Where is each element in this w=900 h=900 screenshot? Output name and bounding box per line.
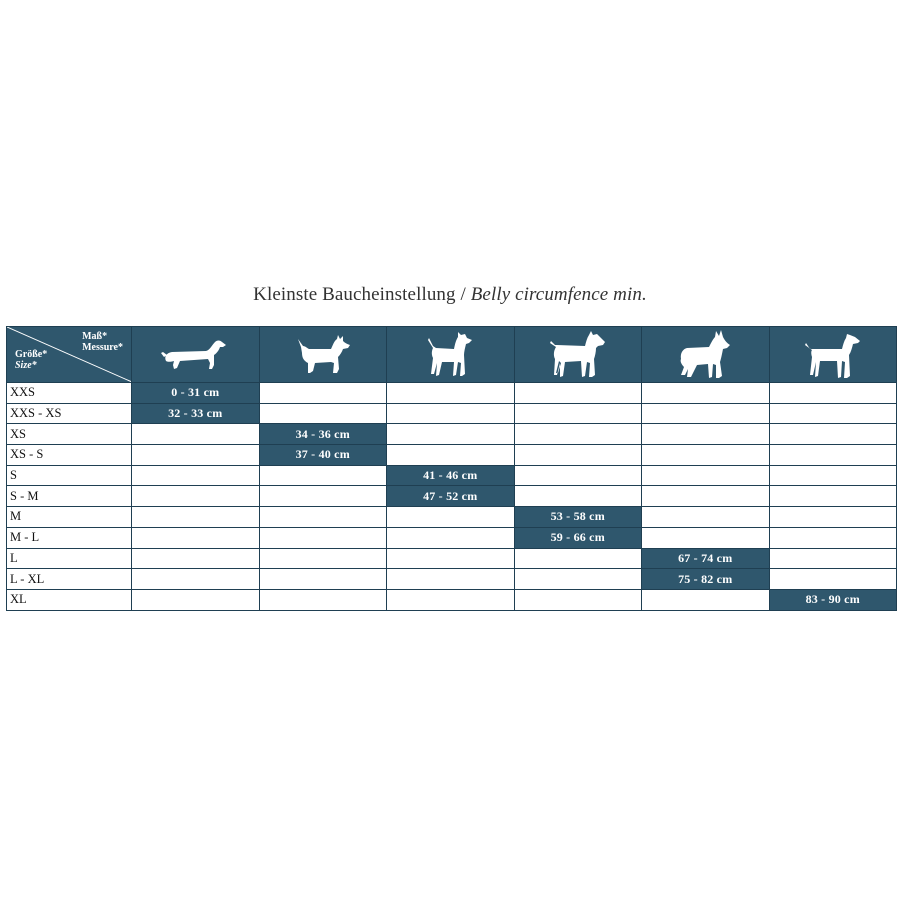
empty-cell [132,445,260,466]
empty-cell [387,507,515,528]
empty-cell [769,403,897,424]
measurement-cell: 41 - 46 cm [387,465,515,486]
measurement-cell: 34 - 36 cm [259,424,387,445]
empty-cell [769,527,897,548]
empty-cell [387,383,515,404]
table-row [7,383,897,404]
empty-cell [259,569,387,590]
empty-cell [387,548,515,569]
empty-cell [387,403,515,424]
table-row [7,507,897,528]
measurement-cell: 32 - 33 cm [132,403,260,424]
measure-label [82,331,123,353]
size-cell: M - L [7,527,132,548]
size-label [15,349,47,371]
size-cell: XS - S [7,445,132,466]
title-german: Kleinste Baucheinstellung / [253,284,466,305]
empty-cell [132,465,260,486]
measurement-cell: 37 - 40 cm [259,445,387,466]
empty-cell [514,403,642,424]
measurement-cell: 47 - 52 cm [387,486,515,507]
table-row [7,445,897,466]
size-cell: XXS [7,383,132,404]
dog-column-1 [132,327,260,383]
table-row [7,527,897,548]
empty-cell [132,507,260,528]
measurement-cell: 59 - 66 cm [514,527,642,548]
empty-cell [259,507,387,528]
empty-cell [514,383,642,404]
empty-cell [132,589,260,610]
measurement-cell: 67 - 74 cm [642,548,770,569]
empty-cell [642,486,770,507]
empty-cell [132,548,260,569]
empty-cell [769,383,897,404]
size-cell: XXS - XS [7,403,132,424]
empty-cell [387,569,515,590]
dachshund-icon [160,335,230,375]
empty-cell [769,486,897,507]
size-cell: L - XL [7,569,132,590]
table-row [7,465,897,486]
empty-cell [259,527,387,548]
empty-cell [769,424,897,445]
great-dane-icon [802,329,864,381]
empty-cell [514,486,642,507]
size-cell: XS [7,424,132,445]
empty-cell [259,465,387,486]
table-row [7,486,897,507]
empty-cell [259,383,387,404]
table-row [7,403,897,424]
empty-cell [387,527,515,548]
empty-cell [514,589,642,610]
empty-cell [769,569,897,590]
dog-column-5 [642,327,770,383]
empty-cell [514,465,642,486]
header-row [7,327,897,383]
empty-cell [642,403,770,424]
empty-cell [259,486,387,507]
terrier-icon [293,333,353,377]
empty-cell [642,507,770,528]
measurement-cell: 83 - 90 cm [769,589,897,610]
empty-cell [642,527,770,548]
dog-column-6 [769,327,897,383]
empty-cell [642,445,770,466]
empty-cell [132,569,260,590]
measurement-cell: 53 - 58 cm [514,507,642,528]
empty-cell [769,548,897,569]
empty-cell [259,548,387,569]
size-cell: M [7,507,132,528]
table-row [7,548,897,569]
empty-cell [514,548,642,569]
size-cell: L [7,548,132,569]
corner-header [7,327,132,383]
empty-cell [769,507,897,528]
dog-column-4 [514,327,642,383]
dog-column-3 [387,327,515,383]
empty-cell [387,424,515,445]
chart-title [0,284,900,306]
empty-cell [259,589,387,610]
measure-label-en: Messure* [82,342,123,353]
size-cell: S [7,465,132,486]
table-row [7,589,897,610]
schnauzer-icon [547,329,609,381]
table-row [7,569,897,590]
empty-cell [132,527,260,548]
empty-cell [642,424,770,445]
empty-cell [132,424,260,445]
table-row [7,424,897,445]
empty-cell [642,465,770,486]
shepherd-icon [675,329,735,381]
empty-cell [769,465,897,486]
size-cell: XL [7,589,132,610]
empty-cell [514,569,642,590]
empty-cell [642,589,770,610]
size-table [6,326,897,611]
empty-cell [769,445,897,466]
empty-cell [514,424,642,445]
measure-label-de: Maß* [82,331,108,342]
title-english: Belly circumfence min. [470,284,647,305]
empty-cell [132,486,260,507]
empty-cell [514,445,642,466]
empty-cell [387,445,515,466]
size-label-en: Size* [15,360,37,371]
size-cell: S - M [7,486,132,507]
medium-dog-icon [424,330,476,380]
measurement-cell: 0 - 31 cm [132,383,260,404]
measurement-cell: 75 - 82 cm [642,569,770,590]
size-label-de: Größe* [15,349,48,360]
dog-column-2 [259,327,387,383]
empty-cell [259,403,387,424]
empty-cell [387,589,515,610]
empty-cell [642,383,770,404]
